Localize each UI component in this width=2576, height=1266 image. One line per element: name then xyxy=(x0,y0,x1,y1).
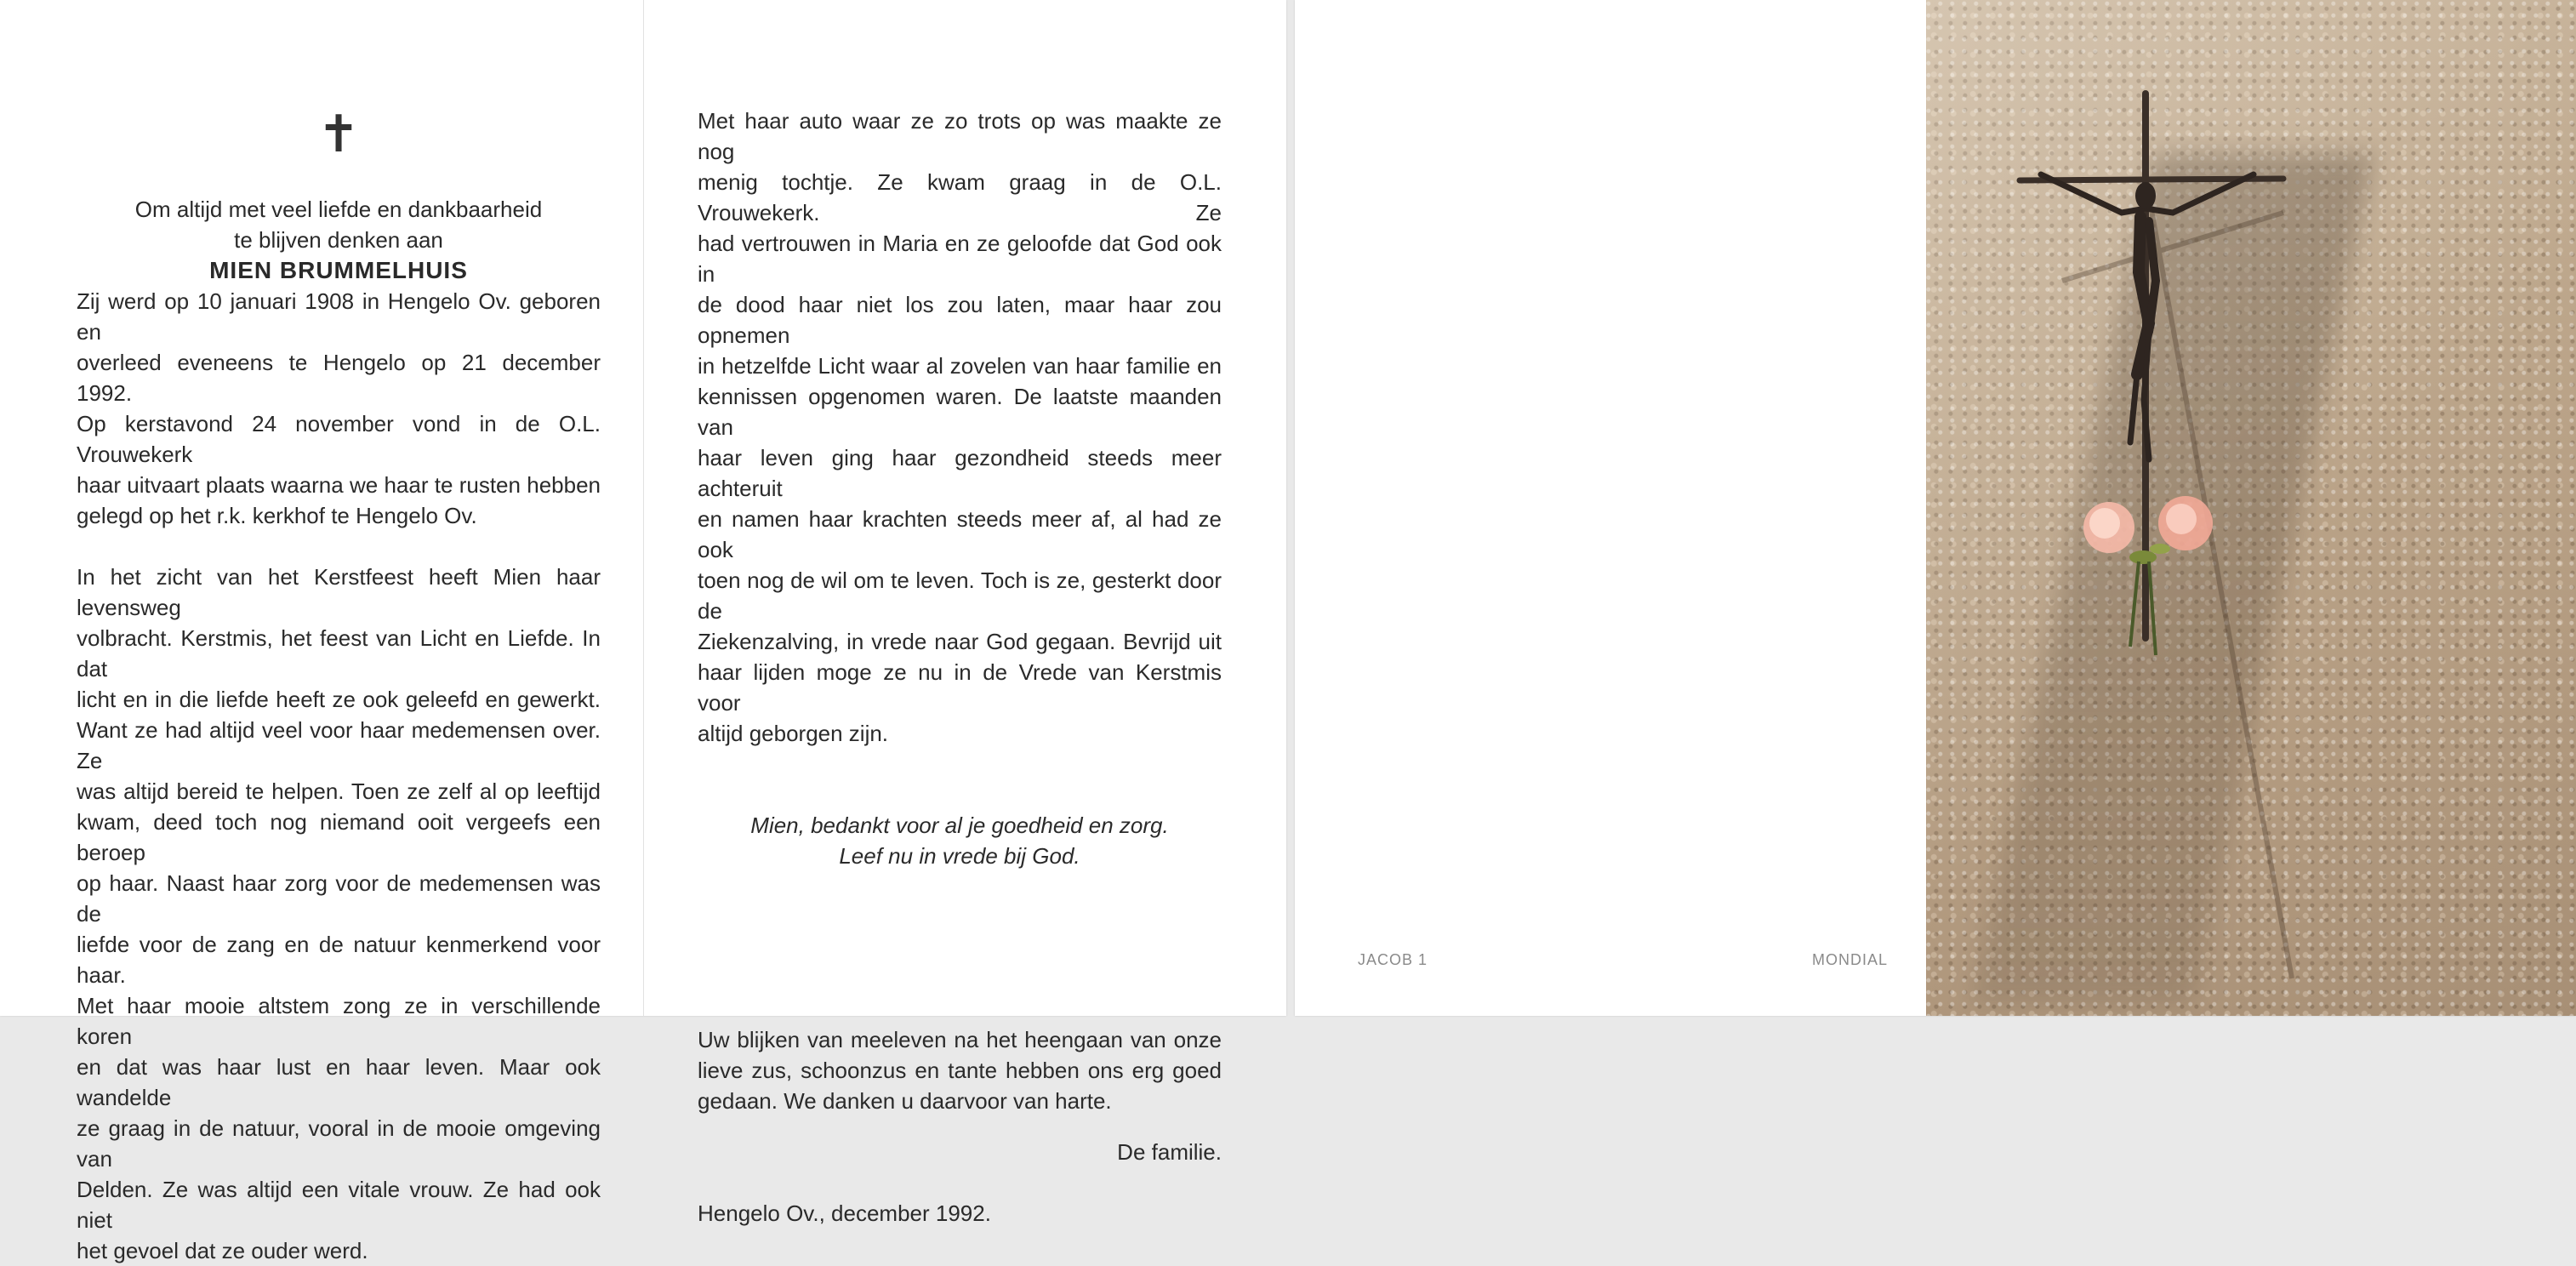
text-line: haar leven ging haar gezondheid steeds meer achteruit xyxy=(698,445,1222,501)
text-line: menig tochtje. Ze kwam graag in de O.L. Vrouwekerk. Ze xyxy=(698,169,1222,225)
text-line: de dood haar niet los zou laten, maar haar zou opnemen xyxy=(698,292,1222,348)
thanks-paragraph xyxy=(698,1024,1222,1116)
card-inner-spread xyxy=(0,0,1286,1263)
text-line: het gevoel dat ze ouder werd. xyxy=(77,1238,368,1263)
text-line: Delden. Ze was altijd een vitale vrouw. Ze had ook niet xyxy=(77,1177,601,1233)
crucifix-photo xyxy=(1926,0,2576,1016)
paragraph-life xyxy=(77,562,601,1266)
text-line: gedaan. We danken u daarvoor van harte. xyxy=(698,1088,1112,1114)
text-line: gelegd op het r.k. kerkhof te Hengelo Ov. xyxy=(77,503,477,528)
imprint-left: JACOB 1 xyxy=(1358,951,1428,968)
intro-line: te blijven denken aan xyxy=(234,227,443,253)
signature: De familie. xyxy=(1117,1139,1222,1165)
text-line: ze graag in de natuur, vooral in de mooie omgeving van xyxy=(77,1115,601,1172)
text-line: Want ze had altijd veel voor haar medemensen over. Ze xyxy=(77,717,601,773)
text-line: volbracht. Kerstmis, het feest van Licht en Liefde. In dat xyxy=(77,625,601,681)
text-line: op haar. Naast haar zorg voor de medemensen was de xyxy=(77,870,601,927)
left-column xyxy=(77,106,601,1266)
paragraph-birth-death xyxy=(77,286,601,531)
text-line: kennissen opgenomen waren. De laatste maanden van xyxy=(698,384,1222,440)
cross-icon: ✝ xyxy=(316,106,361,163)
right-column xyxy=(698,106,1222,1229)
quote-line: Mien, bedankt voor al je goedheid en zorg. xyxy=(750,813,1169,838)
paragraph-faith xyxy=(698,106,1222,749)
text-line: In het zicht van het Kerstfeest heeft Mien haar levensweg xyxy=(77,564,601,620)
text-line: Zij werd op 10 januari 1908 in Hengelo Ov. geboren en xyxy=(77,288,601,345)
text-line: licht en in die liefde heeft ze ook geleefd en gewerkt. xyxy=(77,687,601,712)
text-line: had vertrouwen in Maria en ze geloofde dat God ook in xyxy=(698,231,1222,287)
text-line: haar lijden moge ze nu in de Vrede van Kerstmis voor xyxy=(698,659,1222,716)
intro-line: Om altijd met veel liefde en dankbaarheid xyxy=(134,197,543,222)
text-line: Ziekenzalving, in vrede naar God gegaan. Bevrijd uit xyxy=(698,629,1222,654)
quote-line: Leef nu in vrede bij God. xyxy=(839,843,1080,869)
deceased-name: MIEN BRUMMELHUIS xyxy=(209,257,468,283)
text-line: in hetzelfde Licht waar al zovelen van haar familie en xyxy=(698,353,1222,379)
text-line: Met haar mooie altstem zong ze in verschillende koren xyxy=(77,993,601,1049)
text-line: altijd geborgen zijn. xyxy=(698,721,889,746)
text-line: was altijd bereid te helpen. Toen ze zelf al op leeftijd xyxy=(77,778,601,804)
text-line: Uw blijken van meeleven na het heengaan van onze xyxy=(698,1027,1222,1052)
fold-line xyxy=(643,0,644,1016)
place-date: Hengelo Ov., december 1992. xyxy=(698,1200,991,1226)
text-line: Op kerstavond 24 november vond in de O.L. Vrouwekerk xyxy=(77,411,601,467)
text-line: overleed eveneens te Hengelo op 21 december 1992. xyxy=(77,350,601,406)
text-line: en dat was haar lust en haar leven. Maar ook wandelde xyxy=(77,1054,601,1110)
farewell-quote xyxy=(698,810,1222,871)
text-line: toen nog de wil om te leven. Toch is ze, gesterkt door de xyxy=(698,567,1222,624)
text-line: lieve zus, schoonzus en tante hebben ons erg goed xyxy=(698,1058,1222,1083)
text-line: Met haar auto waar ze zo trots op was maakte ze nog xyxy=(698,108,1222,164)
imprint-right: MONDIAL xyxy=(1812,951,1889,968)
text-line: liefde voor de zang en de natuur kenmerkend voor haar. xyxy=(77,932,601,988)
text-line: kwam, deed toch nog niemand ooit vergeefs een beroep xyxy=(77,809,601,865)
crucifix-icon xyxy=(1926,0,2576,1016)
text-line: en namen haar krachten steeds meer af, al had ze ook xyxy=(698,506,1222,562)
text-line: haar uitvaart plaats waarna we haar te rusten hebben xyxy=(77,472,601,498)
